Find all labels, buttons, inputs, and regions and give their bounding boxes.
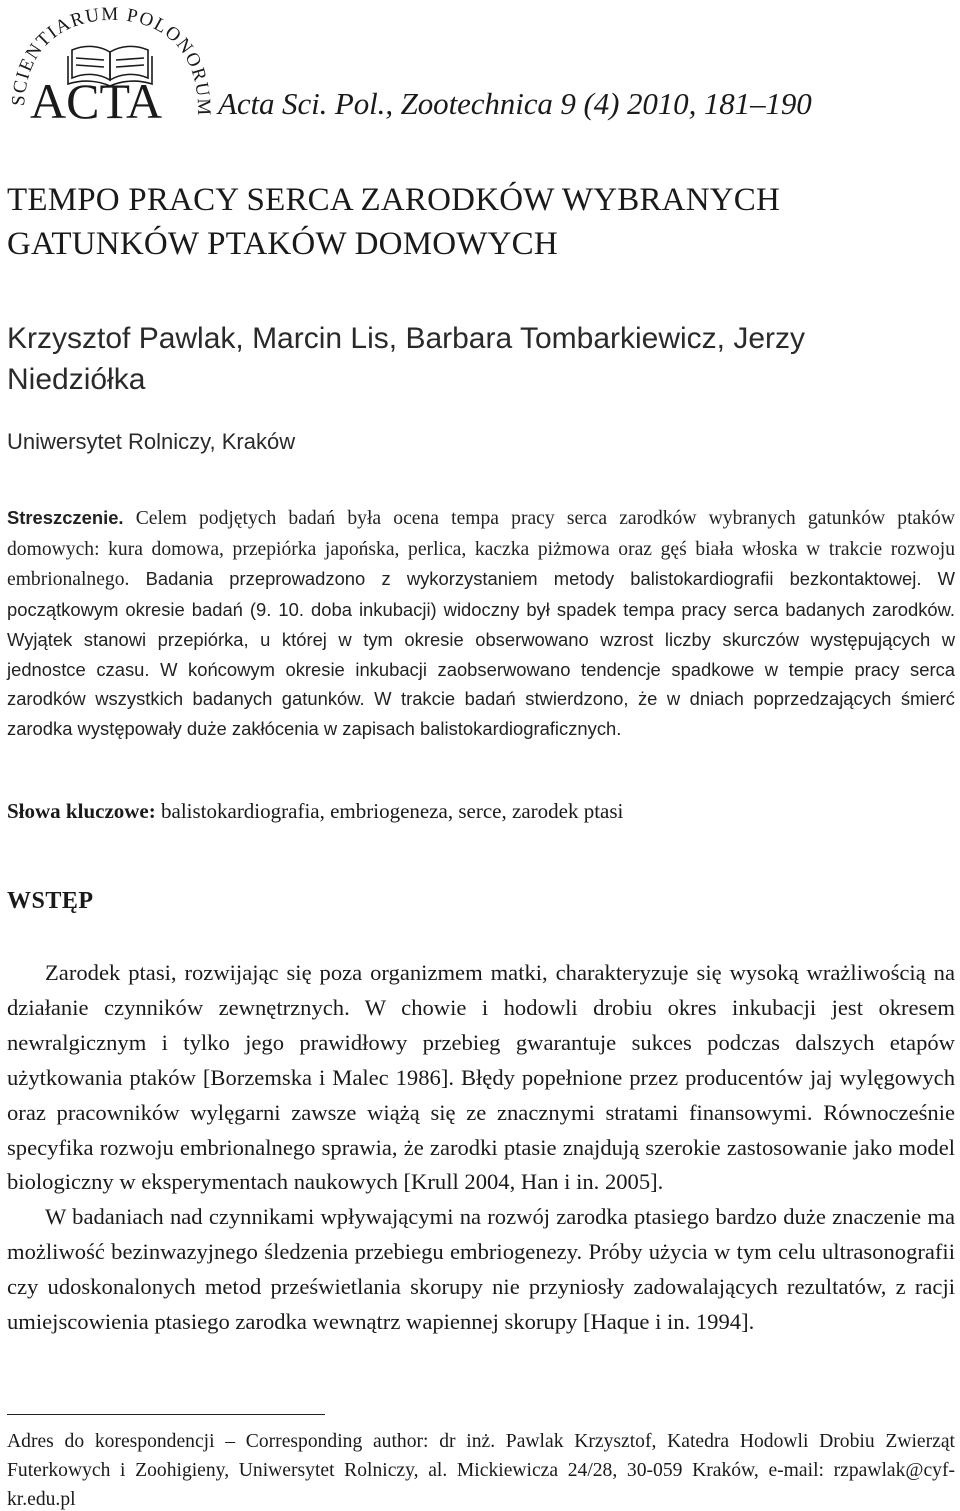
keywords [7, 796, 955, 826]
keywords-text: balistokardiografia, embriogeneza, serce, zarodek ptasi [155, 799, 624, 823]
paragraph: Zarodek ptasi, rozwijając się poza organizmem matki, charakteryzuje się wysoką wrażliwością na działanie czynników zewnętrznych. W chowie i hodowli drobiu okres inkubacji jest okresem newralgicznym i tylko jego prawidłowy przebieg gwarantuje sukces podczas dalszych etapów użytkowania ptaków [Borzemska i Malec 1986]. Błędy popełnione przez producentów jaj wylęgowych oraz pracowników wylęgarni zawsze wiążą się ze znacznymi stratami finansowymi. Równocześnie specyfika rozwoju embrionalnego sprawia, że zarodki ptasie znajdują szerokie zastosowanie jako model biologiczny w eksperymentach naukowych [Krull 2004, Han i in. 2005]. [7, 960, 955, 1195]
abstract [7, 503, 955, 744]
abstract-body: Badania przeprowadzono z wykorzystaniem metody balistokardiografii bezkontaktowej. W początkowym okresie badań (9. 10. doba inkubacji) widoczny był spadek tempa pracy serca badanych zarodków. Wyjątek stanowi przepiórka, u której w tym okresie obserwowano wzrost liczby skurczów występujących w jednostce czasu. W końcowym okresie inkubacji zaobserwowano tendencje spadkowe w tempie pracy serca zarodków wszystkich badanych gatunków. W trakcie badań stwierdzono, że w dniach poprzedzających śmierć zarodka występowały duże zakłócenia w zapisach balistokardiograficznych. [7, 568, 955, 739]
abstract-lead: Celem podjętych badań była ocena tempa pracy serca zarodków wybranych gatunków ptaków domowych: kura domowa, przepiórka japońska, perlica, kaczka piżmowa oraz gęś biała włoska w trakcie rozwoju embrionalnego. [7, 508, 955, 591]
footnote-divider [7, 1414, 325, 1415]
journal-citation: Acta Sci. Pol., Zootechnica 9 (4) 2010, 181–190 [218, 86, 812, 121]
article-affiliation: Uniwersytet Rolniczy, Kraków [7, 429, 296, 454]
keywords-label: Słowa kluczowe: [7, 799, 156, 823]
article-authors: Krzysztof Pawlak, Marcin Lis, Barbara Tombarkiewicz, Jerzy Niedziółka [7, 322, 806, 396]
journal-logo [2, 2, 214, 126]
logo-arc-text: SCIENTIARUM POLONORUM [8, 3, 214, 118]
paragraph: W badaniach nad czynnikami wpływającymi na rozwój zarodka ptasiego bardzo duże znaczenie ma możliwość bezinwazyjnego śledzenia przebiegu embriogenezy. Próby użycia w tym celu ultrasonografii czy udoskonalonych metod prześwietlania skorupy nie przyniosły zadowalających rezultatów, z racji umiejscowienia ptasiego zarodka wewnątrz wapiennej skorupy [Haque i in. 1994]. [7, 1204, 955, 1335]
introduction-body [7, 956, 955, 1340]
article-title: TEMPO PRACY SERCA ZARODKÓW WYBRANYCH GATUNKÓW PTAKÓW DOMOWYCH [7, 182, 781, 262]
abstract-label: Streszczenie. [7, 507, 124, 528]
section-heading-introduction: WSTĘP [7, 888, 94, 914]
logo-wordmark: ACTA [30, 73, 163, 126]
correspondence-footnote: Adres do korespondencji – Corresponding author: dr inż. Pawlak Krzysztof, Katedra Hodowli Drobiu Zwierząt Futerkowych i Zoohigieny, Uniwersytet Rolniczy, al. Mickiewicza 24/28, 30-059 Kraków, e-mail: rzpawlak@cyf-kr.edu.pl [7, 1431, 955, 1510]
